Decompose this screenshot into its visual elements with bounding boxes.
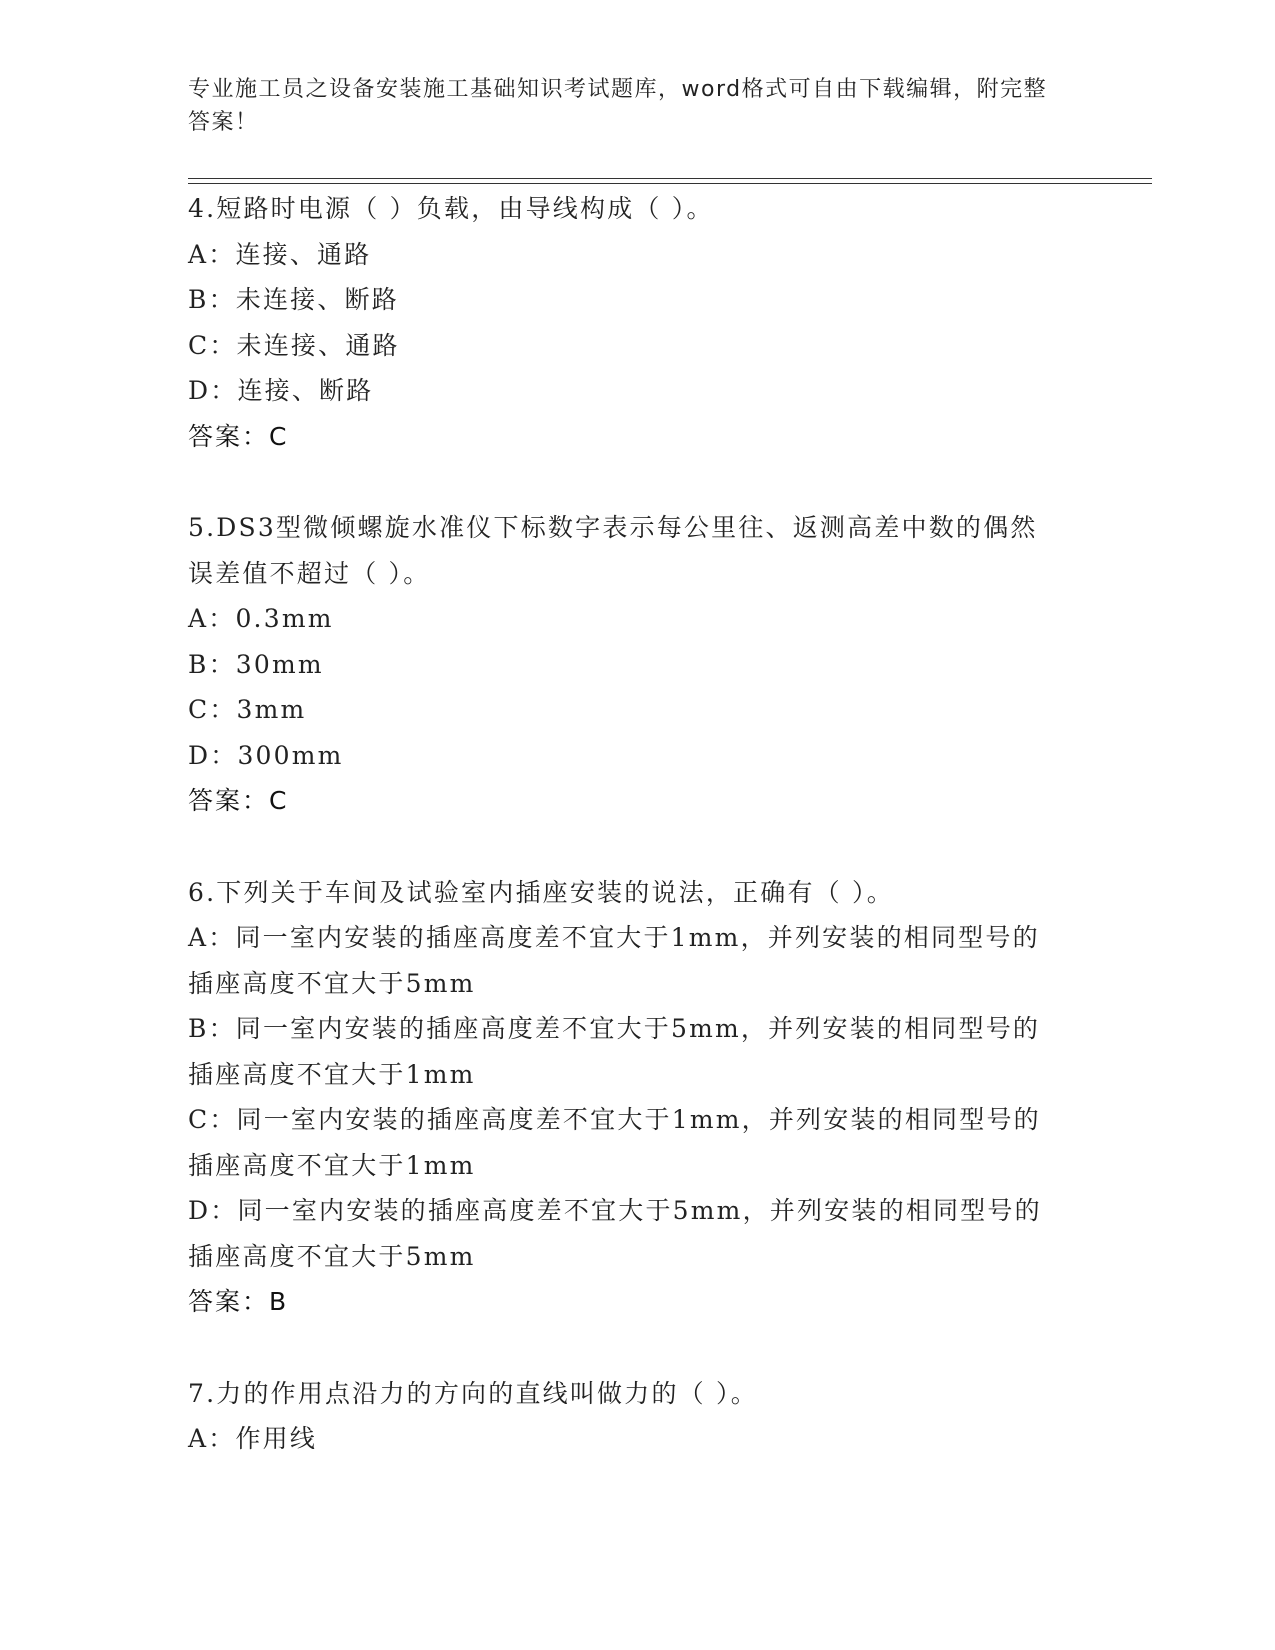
answer-option-line: B：未连接、断路 [188, 285, 399, 314]
answer-option-line: C：3mm [188, 695, 307, 724]
answer-option [188, 733, 1088, 779]
answer-option [188, 277, 1088, 323]
answer-option-line: C：未连接、通路 [188, 330, 400, 360]
answer-key: 答案：C [188, 786, 289, 815]
answer-option-line: B：30mm [188, 649, 324, 679]
header-divider-bottom [188, 183, 1152, 184]
answer-option [188, 368, 1088, 414]
answer-option [188, 642, 1088, 688]
answer-option-line: A：连接、通路 [188, 239, 372, 269]
answer-option-line: A：0.3mm [188, 604, 334, 633]
answer-option [188, 1416, 1088, 1462]
answer-option-line: 插座高度不宜大于5mm [188, 968, 476, 998]
answer-option [188, 232, 1088, 278]
question-list [188, 186, 1088, 1462]
answer-option-line: D：300mm [188, 740, 344, 770]
question-stem: 4.短路时电源（ ）负载，由导线构成（ ）。 [188, 194, 714, 223]
answer-option [188, 687, 1088, 733]
answer-option-line: D：连接、断路 [188, 376, 374, 405]
question-block [188, 870, 1088, 1325]
question-stem: 6.下列关于车间及试验室内插座安装的说法，正确有（ ）。 [188, 877, 894, 907]
answer-option [188, 323, 1088, 369]
answer-key: 答案：B [188, 1287, 289, 1316]
header-divider-top [188, 178, 1152, 179]
answer-option-line: 插座高度不宜大于1mm [188, 1059, 476, 1089]
question-block [188, 505, 1088, 824]
answer-option-line: D：同一室内安装的插座高度差不宜大于5mm，并列安装的相同型号的 [188, 1196, 1042, 1225]
page-header-text: 专业施工员之设备安装施工基础知识考试题库，word格式可自由下载编辑，附完整答案！ [188, 77, 1048, 135]
question-block [188, 1371, 1088, 1462]
answer-option-line: B：同一室内安装的插座高度差不宜大于5mm，并列安装的相同型号的 [188, 1014, 1041, 1043]
answer-key: 答案：C [188, 421, 289, 451]
answer-option-line: 插座高度不宜大于1mm [188, 1150, 476, 1180]
answer-option-line: A：同一室内安装的插座高度差不宜大于1mm，并列安装的相同型号的 [188, 923, 1040, 952]
answer-option [188, 596, 1088, 642]
answer-option [188, 915, 1088, 1006]
answer-option [188, 1006, 1088, 1097]
question-stem: 7.力的作用点沿力的方向的直线叫做力的（ ）。 [188, 1378, 758, 1408]
answer-option [188, 1097, 1088, 1188]
answer-option-line: C：同一室内安装的插座高度差不宜大于1mm，并列安装的相同型号的 [188, 1105, 1041, 1134]
answer-option-line: 插座高度不宜大于5mm [188, 1241, 476, 1271]
answer-option [188, 1188, 1088, 1279]
answer-option-line: A：作用线 [188, 1424, 318, 1453]
question-stem: 误差值不超过（ ）。 [188, 558, 431, 588]
question-stem: 5.DS3型微倾螺旋水准仪下标数字表示每公里往、返测高差中数的偶然 [188, 513, 1038, 542]
question-block [188, 186, 1088, 459]
